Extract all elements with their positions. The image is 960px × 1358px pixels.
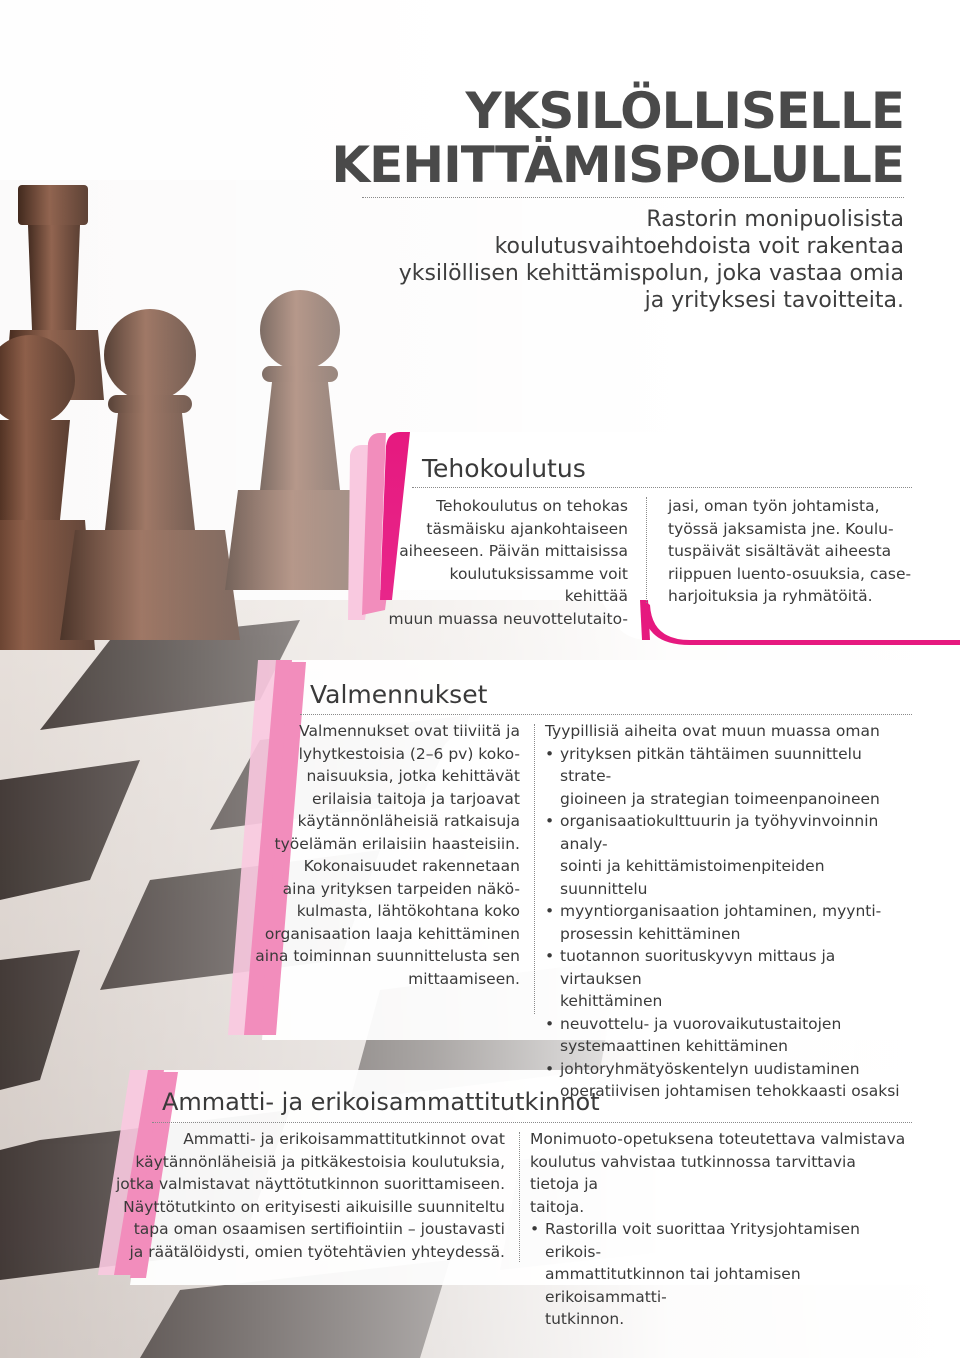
text-line: Kokonaisuudet rakennetaan	[303, 857, 520, 875]
ammatti-divider	[152, 1122, 912, 1123]
text-line: aina yrityksen tarpeiden näkö-	[282, 879, 520, 898]
list-item: • yrityksen pitkän tähtäimen suunnittelu strate- gioineen ja strategian toimeenpanoineen	[545, 743, 915, 811]
tehokoulutus-divider	[412, 487, 912, 488]
text-line: käytännönläheisiä ja pitkäkestoisia koulutuksia,	[135, 1152, 505, 1171]
valmennukset-divider	[300, 714, 912, 715]
text-line: Ammatti- ja erikoisammattitutkinnot ovat	[183, 1130, 505, 1148]
tehokoulutus-right-column	[668, 495, 918, 608]
intro-text: Rastorin monipuolisista koulutusvaihtoehdoista voit rakentaa yksilöllisen kehittämispolun, joka vastaa omia ja yrityksesi tavoitteita.	[398, 207, 904, 313]
text-line: työelämän erilaisiin haasteisiin.	[274, 834, 520, 853]
list-item: • organisaatiokulttuurin ja työhyvinvoinnin analy- sointi ja kehittämistoimenpiteiden suunnittelu	[545, 810, 915, 900]
page-title	[331, 84, 904, 192]
text-line: aina toiminnan suunnittelusta sen	[255, 947, 520, 965]
list-item: • myyntiorganisaation johtaminen, myynti- prosessin kehittäminen	[545, 900, 915, 945]
tehokoulutus-left-column	[388, 495, 628, 630]
page-title-line-2: KEHITTÄMISPOLULLE	[331, 136, 904, 194]
text-line: organisaation laaja kehittäminen	[264, 924, 520, 943]
text-line: koulutuksissamme voit kehittää	[449, 564, 628, 605]
text-line: käytännönläheisiä ratkaisuja	[297, 812, 520, 830]
text-line: mittaamiseen.	[408, 969, 520, 988]
valmennukset-column-divider	[534, 724, 535, 1014]
text-line: tuspäivät sisältävät aiheesta	[668, 542, 892, 560]
valmennukset-heading: Valmennukset	[310, 680, 488, 709]
text-line: jasi, oman työn johtamista,	[668, 497, 880, 515]
text-line: Näyttötutkinto on erityisesti aikuisille suunniteltu	[123, 1197, 505, 1216]
text-line: tapa oman osaamisen sertifiointiin – joustavasti	[133, 1220, 505, 1238]
ammatti-column-divider	[519, 1132, 520, 1262]
topics-intro: Tyypillisiä aiheita ovat muun muassa oman	[545, 722, 880, 740]
text-line: harjoituksia ja ryhmätöitä.	[668, 587, 873, 605]
valmennukset-left-column	[250, 720, 520, 990]
text-line: lyhytkestoisia (2–6 pv) koko-	[298, 744, 520, 763]
list-item: • neuvottelu- ja vuorovaikutustaitojen systemaattinen kehittäminen	[545, 1013, 915, 1058]
list-item: • tuotannon suorituskyvyn mittaus ja virtauksen kehittäminen	[545, 945, 915, 1013]
text-line: kulmasta, lähtökohtana koko	[296, 902, 520, 920]
text-line: Valmennukset ovat tiiviitä ja	[299, 722, 520, 740]
text-line: koulutus vahvistaa tutkinnossa tarvittavia tietoja ja	[530, 1152, 856, 1193]
tehokoulutus-column-divider	[646, 497, 647, 603]
text-line: työssä jaksamista jne. Koulu-	[668, 519, 894, 538]
list-item: • Rastorilla voit suorittaa Yritysjohtamisen erikois- ammattitutkinnon tai johtamisen erikoisammatti- tutkinnon.	[530, 1218, 910, 1331]
text-line: taitoja.	[530, 1197, 585, 1216]
text-line: Monimuoto-opetuksena toteutettava valmistava	[530, 1130, 906, 1148]
text-line: aiheeseen. Päivän mittaisissa	[399, 542, 628, 560]
valmennukset-right-column	[545, 720, 915, 1103]
page-title-line-1: YKSILÖLLISELLE	[465, 82, 904, 140]
ammatti-heading: Ammatti- ja erikoisammattitutkinnot	[162, 1088, 600, 1116]
text-line: jotka valmistavat näyttötutkinnon suorittamiseen.	[116, 1175, 505, 1193]
text-line: riippuen luento-osuuksia, case-	[668, 564, 912, 583]
ammatti-right-column	[530, 1128, 910, 1331]
ammatti-left-column	[100, 1128, 505, 1263]
text-line: Tehokoulutus on tehokas	[436, 497, 628, 515]
list-item: • johtoryhmätyöskentelyn uudistaminen operatiivisen johtamisen tehokkaasti osaksi	[545, 1058, 915, 1103]
text-line: täsmäisku ajankohtaiseen	[426, 519, 628, 538]
text-line: ja räätälöidysti, omien työtehtävien yhteydessä.	[129, 1242, 505, 1261]
tehokoulutus-heading: Tehokoulutus	[422, 454, 586, 483]
text-line: muun muassa neuvottelutaito-	[388, 609, 628, 628]
title-divider	[362, 197, 904, 198]
text-line: naisuuksia, jotka kehittävät	[306, 767, 520, 785]
topics-list	[545, 743, 915, 1103]
text-line: erilaisia taitoja ja tarjoavat	[311, 789, 520, 808]
ammatti-list	[530, 1218, 910, 1331]
